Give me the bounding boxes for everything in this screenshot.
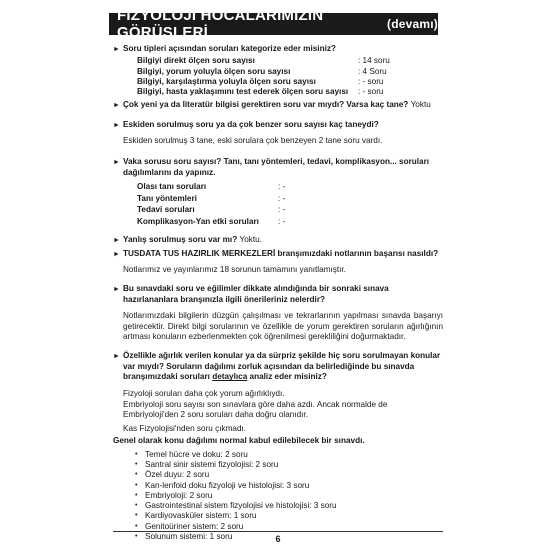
table-row: Olası tanı soruları : - [137, 182, 286, 192]
topic-list [113, 450, 443, 543]
bullet-arrow-icon: ► [113, 353, 120, 361]
list-item: • Solunum sistemi: 1 soru [135, 532, 233, 542]
list-item: • Genitoüriner sistem: 2 soru [135, 521, 244, 531]
bullet-dot-icon: • [135, 491, 138, 499]
list-item: • Santral sinir sistemi fizyolojisi: 2 soru [135, 459, 279, 469]
list-item: • Özel duyu: 2 soru [135, 470, 210, 480]
table-row: Komplikasyon-Yan etki soruları : - [137, 216, 286, 226]
list-item: • Embriyoloji: 2 soru [135, 490, 213, 500]
list-item: • Temel hücre ve doku: 2 soru [135, 449, 248, 459]
table-row: Tedavi soruları : - [137, 205, 286, 215]
bullet-dot-icon: • [135, 522, 138, 530]
vaka-table [113, 182, 443, 228]
bullet-dot-icon: • [135, 533, 138, 541]
answer-text: Yoktu. [239, 235, 262, 245]
page-title: FİZYOLOJİ HOCALARIMIZIN GÖRÜŞLERİ [117, 7, 324, 41]
content [113, 40, 443, 542]
answer-text: Kas Fizyolojisi'nden soru çıkmadı. [123, 423, 247, 433]
answer-text: Fizyoloji soruları daha çok yorum ağırlıklıydı. [123, 388, 285, 398]
answer-text: Yoktu [410, 100, 431, 110]
table-row: Bilgiyi direkt ölçen soru sayısı : 14 soru [137, 56, 390, 66]
bullet-arrow-icon: ► [113, 286, 120, 294]
table-row: Bilgiyi, karşılaştırma yoluyla ölçen soru sayısı : - soru [137, 76, 384, 86]
bullet-dot-icon: • [135, 471, 138, 479]
list-item: • Gastrointestinal sistem fizyolojisi ve histolojisi: 3 soru [135, 501, 337, 511]
question-vaka-sorusu: ► Vaka sorusu soru sayısı? Tanı, tanı yöntemleri, tedavi, komplikasyon... soruları dağılımlarını da yapınız. [113, 157, 430, 177]
question-yanlis-soru: ► Yanlış sorulmuş soru var mı? Yoktu. [113, 235, 443, 246]
bullet-dot-icon: • [135, 481, 138, 489]
question-agirlik-verilen-konular: ► Özellikle ağırlık verilen konular ya da sürpriz şekilde hiç soru sorulmayan konular var mıydı? Soruların dağılımı zorluk açısından da belirlediğinde bu sınavda branşımızdaki soruları detaylıca analiz eder misiniz? [113, 351, 441, 382]
page-number: 6 [275, 534, 281, 544]
bullet-arrow-icon: ► [113, 237, 120, 245]
list-item: • Kardiyovasküler sistem: 1 soru [135, 511, 257, 521]
bullet-arrow-icon: ► [113, 159, 120, 167]
answer-text: Notlarımızdaki bilgilerin düzgün çalışılması ve tekrarlarının yapılması sınavda başarıyı getirecektir. Direkt bilgi sorularının ve özellikle de yorum gerektiren soruların ağırlığının artması konuların ezberlenmekten çok öğrenilmesi gerekliliğini doğurmaktadır. [123, 311, 443, 342]
question-soru-tipleri: ► Soru tipleri açısından soruları kategorize eder misiniz? [113, 44, 443, 55]
question-oneriler: ► Bu sınavdaki soru ve eğilimler dikkate alındığında bir sonraki sınava hazırlananlara branşınızla ilgili önerileriniz nelerdir? [113, 284, 389, 304]
bullet-arrow-icon: ► [113, 46, 120, 53]
page-subtitle: (devamı) [387, 17, 438, 31]
list-item: • Kan-lenfoid doku fizyoloji ve histolojisi: 3 soru [135, 480, 310, 490]
soru-tipleri-table [113, 56, 443, 97]
answer-text: Notlarımız ve yayınlarımız 18 sorunun tamamını yanıtlamıştır. [123, 265, 346, 274]
general-heading: Genel olarak konu dağılımı normal kabul edilebilecek bir sınavdı. [113, 436, 365, 446]
question-literatur: ► Çok yeni ya da literatür bilgisi gerektiren soru var mıydı? Varsa kaç tane? Yoktu [113, 100, 443, 111]
bullet-dot-icon: • [135, 502, 138, 510]
table-row: Bilgiyi, hasta yaklaşımını test ederek ölçen soru sayısı : - soru [137, 86, 384, 96]
bullet-arrow-icon: ► [113, 250, 120, 258]
page-header [109, 7, 438, 41]
answer-text: Eskiden sorulmuş 3 tane, eski sorulara çok benzeyen 2 tane soru vardı. [123, 135, 383, 145]
bullet-arrow-icon: ► [113, 121, 120, 129]
bullet-dot-icon: • [135, 512, 138, 520]
question-eskiden-sorulmus: ► Eskiden sorulmuş soru ya da çok benzer soru sayısı kaç taneydi? [113, 120, 443, 131]
table-row: Tanı yöntemleri : - [137, 193, 286, 203]
page-footer [113, 531, 443, 544]
bullet-dot-icon: • [135, 460, 138, 468]
table-row: Bilgiyi, yorum yoluyla ölçen soru sayısı : 4 Soru [137, 66, 387, 76]
question-tusdata: ► TUSDATA TUS HAZIRLIK MERKEZLERİ branşımızdaki notlarının başarısı nasıldı? [113, 249, 443, 260]
bullet-arrow-icon: ► [113, 102, 120, 110]
answer-text: Embriyoloji soru sayısı son sınavlara göre daha azdı. Ancak normalde de Embriyoloji'den 2 soru soruları daha doğru olanıdır. [123, 400, 388, 420]
bullet-dot-icon: • [135, 450, 138, 458]
